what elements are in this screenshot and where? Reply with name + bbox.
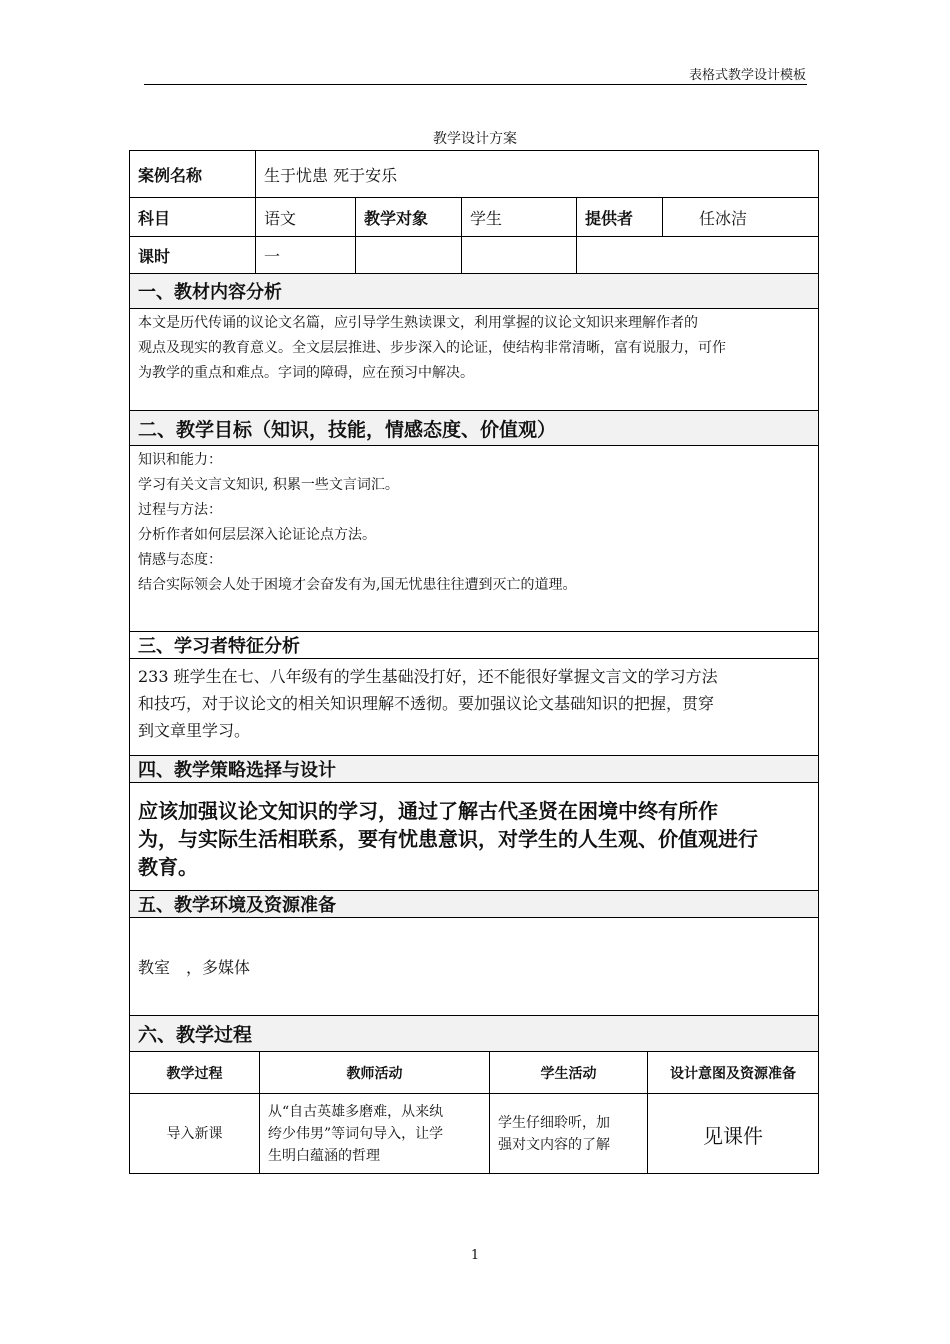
case-name-value: 生于忧患 死于安乐 <box>255 151 818 197</box>
body-line: 知识和能力： <box>138 452 222 468</box>
teacher-activity-line: 绔少伟男”等词句导入，让学 <box>268 1126 444 1142</box>
section-title-teaching-goals: 二、教学目标（知识，技能，情感态度、价值观） <box>130 410 818 445</box>
student-activity-line: 强对文内容的了解 <box>498 1137 610 1153</box>
section-body-environment <box>130 917 818 1015</box>
section-title-learner-analysis: 三、学习者特征分析 <box>130 631 818 658</box>
body-line: 为，与实际生活相联系，要有忧患意识，对学生的人生观、价值观进行 <box>138 827 758 851</box>
environment-text: 教室 ，多媒体 <box>138 958 251 977</box>
subject-row <box>130 197 818 236</box>
empty-cell <box>576 237 662 273</box>
document-title: 教学设计方案 <box>433 131 517 147</box>
body-line: 233 班学生在七、八年级有的学生基础没打好，还不能很好掌握文言文的学习方法 <box>138 667 718 686</box>
column-header: 设计意图及资源准备 <box>647 1052 818 1093</box>
body-line: 应该加强议论文知识的学习，通过了解古代圣贤在困境中终有所作 <box>138 799 718 823</box>
body-line: 过程与方法： <box>138 502 222 518</box>
hours-row <box>130 236 818 273</box>
teacher-activity-cell <box>259 1094 489 1174</box>
body-line: 情感与态度： <box>138 552 222 568</box>
body-line: 结合实际领会人处于困境才会奋发有为,国无忧患往往遭到灭亡的道理。 <box>138 577 577 593</box>
design-table <box>129 150 819 1174</box>
student-activity-cell <box>489 1094 647 1174</box>
audience-label: 教学对象 <box>355 198 461 236</box>
stage-cell: 导入新课 <box>166 1126 223 1142</box>
subject-label: 科目 <box>138 208 171 228</box>
hours-label: 课时 <box>138 246 171 266</box>
page-number: 1 <box>470 1248 480 1263</box>
table-row <box>130 1093 818 1174</box>
provider-label: 提供者 <box>576 198 662 236</box>
design-intent-cell: 见课件 <box>647 1094 818 1174</box>
case-name-row <box>130 150 818 197</box>
body-line: 学习有关文言文知识, 积累一些文言词汇。 <box>138 477 399 493</box>
body-line: 和技巧，对于议论文的相关知识理解不透彻。要加强议论文基础知识的把握，贯穿 <box>138 694 715 713</box>
column-header: 教师活动 <box>259 1052 489 1093</box>
section-title-process: 六、教学过程 <box>130 1015 818 1051</box>
section-title-environment: 五、教学环境及资源准备 <box>130 890 818 917</box>
empty-cell <box>355 237 461 273</box>
body-line: 教育。 <box>138 855 198 879</box>
section-title-strategy: 四、教学策略选择与设计 <box>130 755 818 782</box>
teacher-activity-line: 从“自古英雄多磨难，从来纨 <box>268 1104 444 1120</box>
body-line: 观点及现实的教育意义。全文层层推进、步步深入的论证，使结构非常清晰，富有说服力，可作 <box>138 340 726 356</box>
audience-value: 学生 <box>461 198 576 236</box>
process-table-header <box>130 1051 818 1093</box>
column-header: 教学过程 <box>166 1065 223 1082</box>
section-body-teaching-goals <box>130 445 818 631</box>
header-rule <box>144 84 807 85</box>
provider-value: 任冰洁 <box>662 198 818 236</box>
column-header: 学生活动 <box>489 1052 647 1093</box>
teacher-activity-line: 生明白蕴涵的哲理 <box>268 1148 380 1164</box>
section-title-content-analysis: 一、教材内容分析 <box>130 273 818 308</box>
subject-value: 语文 <box>255 198 355 236</box>
empty-cell <box>461 237 576 273</box>
body-line: 本文是历代传诵的议论文名篇，应引导学生熟读课文，利用掌握的议论文知识来理解作者的 <box>138 315 698 331</box>
hours-value: 一 <box>255 237 355 273</box>
body-line: 为教学的重点和难点。字词的障碍，应在预习中解决。 <box>138 365 474 381</box>
body-line: 分析作者如何层层深入论证论点方法。 <box>138 527 376 543</box>
section-body-learner-analysis <box>130 658 818 755</box>
case-name-label: 案例名称 <box>138 165 203 185</box>
section-body-content-analysis <box>130 308 818 410</box>
template-name: 表格式教学设计模板 <box>688 68 806 83</box>
student-activity-line: 学生仔细聆听，加 <box>498 1115 610 1131</box>
body-line: 到文章里学习。 <box>138 721 251 740</box>
section-body-strategy <box>130 782 818 890</box>
